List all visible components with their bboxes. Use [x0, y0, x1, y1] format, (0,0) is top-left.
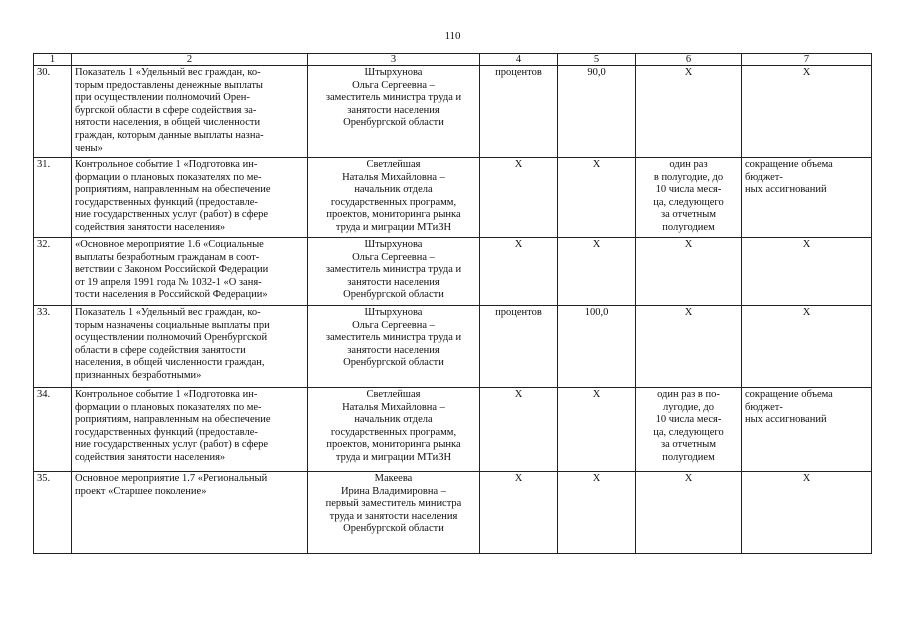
- table-header-row: [34, 54, 872, 66]
- measures-table: [33, 53, 872, 554]
- row-consequence: Х: [742, 66, 872, 158]
- row-number: 32.: [34, 238, 72, 306]
- row-description: Контрольное событие 1 «Подготовка ин- формации о плановых показателях по ме- роприятиям, направленным на обеспечение государственных функций (предоставле- ние государственных услуг (работ) в сфере содействия занятости населения»: [72, 158, 308, 238]
- table-row: [34, 66, 872, 158]
- table-row: [34, 238, 872, 306]
- row-unit: Х: [480, 472, 558, 554]
- row-responsible: Штырхунова Ольга Сергеевна – заместитель министра труда и занятости населения Оренбургской области: [308, 238, 480, 306]
- row-value: Х: [558, 472, 636, 554]
- row-description: Контрольное событие 1 «Подготовка ин- формации о плановых показателях по ме- роприятиям, направленным на обеспечение государственных функций (предоставле- ние государственных услуг (работ) в сфере содействия занятости населения»: [72, 388, 308, 472]
- row-responsible: Штырхунова Ольга Сергеевна – заместитель министра труда и занятости населения Оренбургской области: [308, 66, 480, 158]
- row-deadline: Х: [636, 66, 742, 158]
- row-unit: процентов: [480, 66, 558, 158]
- row-value: Х: [558, 238, 636, 306]
- col-header-5: 5: [558, 54, 636, 66]
- table-row: [34, 388, 872, 472]
- row-deadline: Х: [636, 238, 742, 306]
- row-unit: Х: [480, 238, 558, 306]
- col-header-2: 2: [72, 54, 308, 66]
- row-number: 31.: [34, 158, 72, 238]
- row-unit: Х: [480, 388, 558, 472]
- row-consequence: Х: [742, 306, 872, 388]
- row-number: 33.: [34, 306, 72, 388]
- table-row: [34, 158, 872, 238]
- row-unit: процентов: [480, 306, 558, 388]
- row-responsible: Светлейшая Наталья Михайловна – начальник отдела государственных программ, проектов, мониторинга рынка труда и миграции МТиЗН: [308, 388, 480, 472]
- row-deadline: один раз в по- лугодие, до 10 числа меся- ца, следующего за отчетным полугодием: [636, 388, 742, 472]
- row-deadline: один раз в полугодие, до 10 числа меся- ца, следующего за отчетным полугодием: [636, 158, 742, 238]
- row-description: Показатель 1 «Удельный вес граждан, ко- торым предоставлены денежные выплаты при осуществлении полномочий Орен- бургской области в сфере содействия за- нятости населения, в общей численности граждан, которым данные выплаты назна- чены»: [72, 66, 308, 158]
- col-header-3: 3: [308, 54, 480, 66]
- row-value: Х: [558, 388, 636, 472]
- row-consequence: сокращение объема бюджет- ных ассигнований: [742, 388, 872, 472]
- row-description: Показатель 1 «Удельный вес граждан, ко- торым назначены социальные выплаты при осуществлении полномочий Оренбургской области в сфере содействия занятости населения, в общей численности граждан, признанных безработными»: [72, 306, 308, 388]
- col-header-1: 1: [34, 54, 72, 66]
- table-row: [34, 472, 872, 554]
- col-header-7: 7: [742, 54, 872, 66]
- row-deadline: Х: [636, 472, 742, 554]
- row-value: 100,0: [558, 306, 636, 388]
- page-number: 110: [444, 30, 461, 42]
- row-description: Основное мероприятие 1.7 «Региональный проект «Старшее поколение»: [72, 472, 308, 554]
- row-unit: Х: [480, 158, 558, 238]
- col-header-4: 4: [480, 54, 558, 66]
- row-responsible: Штырхунова Ольга Сергеевна – заместитель министра труда и занятости населения Оренбургской области: [308, 306, 480, 388]
- row-consequence: сокращение объема бюджет- ных ассигнований: [742, 158, 872, 238]
- row-deadline: Х: [636, 306, 742, 388]
- row-description: «Основное мероприятие 1.6 «Социальные выплаты безработным гражданам в соот- ветствии с Законом Российской Федерации от 19 апреля 1991 года № 1032-1 «О заня- тости населения в Российской Федерации»: [72, 238, 308, 306]
- row-responsible: Макеева Ирина Владимировна – первый заместитель министра труда и занятости населения Оренбургской области: [308, 472, 480, 554]
- row-value: Х: [558, 158, 636, 238]
- row-number: 34.: [34, 388, 72, 472]
- row-value: 90,0: [558, 66, 636, 158]
- row-number: 30.: [34, 66, 72, 158]
- row-consequence: Х: [742, 238, 872, 306]
- table-row: [34, 306, 872, 388]
- row-responsible: Светлейшая Наталья Михайловна – начальник отдела государственных программ, проектов, мониторинга рынка труда и миграции МТиЗН: [308, 158, 480, 238]
- col-header-6: 6: [636, 54, 742, 66]
- row-consequence: Х: [742, 472, 872, 554]
- row-number: 35.: [34, 472, 72, 554]
